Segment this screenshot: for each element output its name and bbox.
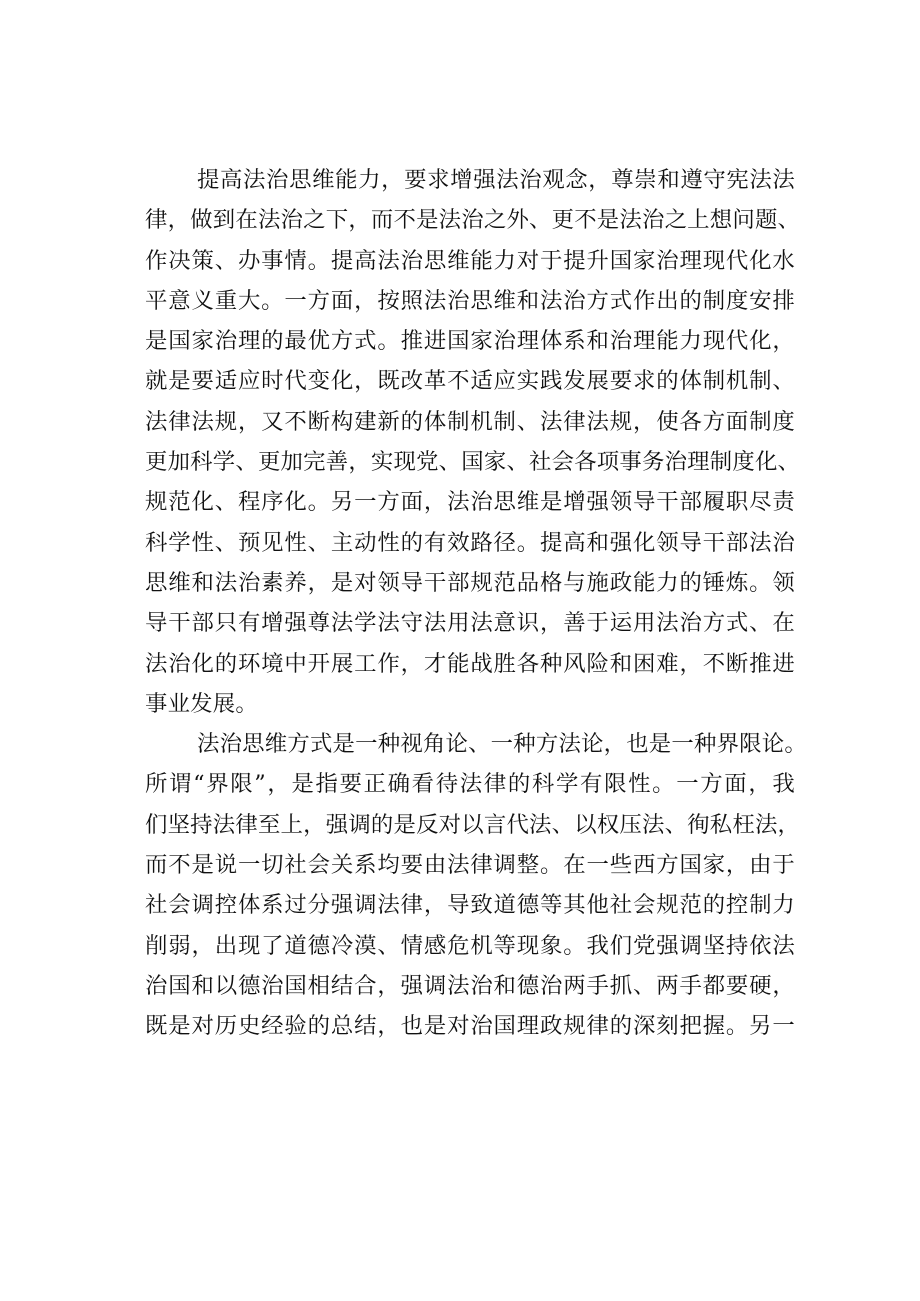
text-line: 削弱，出现了道德冷漠、情感危机等现象。我们党强调坚持依法 [145,932,795,959]
text-line: 社会调控体系过分强调法律，导致道德等其他社会规范的控制力 [145,892,795,919]
text-line: 作决策、办事情。提高法治思维能力对于提升国家治理现代化水 [145,247,795,274]
document-body [145,160,807,1047]
text-line: 更加科学、更加完善，实现党、国家、社会各项事务治理制度化、 [145,449,801,476]
text-line: 平意义重大。一方面，按照法治思维和法治方式作出的制度安排 [145,287,795,314]
text-line: 提高法治思维能力，要求增强法治观念，尊崇和遵守宪法法 [197,167,795,193]
text-line: 是国家治理的最优方式。推进国家治理体系和治理能力现代化， [145,328,795,355]
text-line: 规范化、程序化。另一方面，法治思维是增强领导干部履职尽责 [145,489,795,516]
text-line: 法律法规，又不断构建新的体制机制、法律法规，使各方面制度 [145,408,795,435]
text-line: 导干部只有增强尊法学法守法用法意识，善于运用法治方式、在 [145,610,795,637]
text-line: 们坚持法律至上，强调的是反对以言代法、以权压法、徇私枉法， [145,811,801,838]
text-line: 法治思维方式是一种视角论、一种方法论，也是一种界限论。 [197,731,807,758]
text-line: 所谓“界限”，是指要正确看待法律的科学有限性。一方面，我 [145,771,795,798]
text-line: 律，做到在法治之下，而不是法治之外、更不是法治之上想问题、 [145,207,801,234]
paragraph-1 [145,160,801,724]
text-line: 就是要适应时代变化，既改革不适应实践发展要求的体制机制、 [145,368,795,395]
text-line: 事业发展。 [145,690,258,717]
text-line: 治国和以德治国相结合，强调法治和德治两手抓、两手都要硬， [145,972,795,999]
text-line: 法治化的环境中开展工作，才能战胜各种风险和困难，不断推进 [145,650,795,677]
text-line: 思维和法治素养，是对领导干部规范品格与施政能力的锤炼。领 [145,569,795,596]
text-line: 而不是说一切社会关系均要由法律调整。在一些西方国家，由于 [145,852,795,879]
text-line: 科学性、预见性、主动性的有效路径。提高和强化领导干部法治 [145,529,795,556]
paragraph-2 [145,724,807,1046]
text-line: 既是对历史经验的总结，也是对治国理政规律的深刻把握。另一 [145,1013,795,1040]
